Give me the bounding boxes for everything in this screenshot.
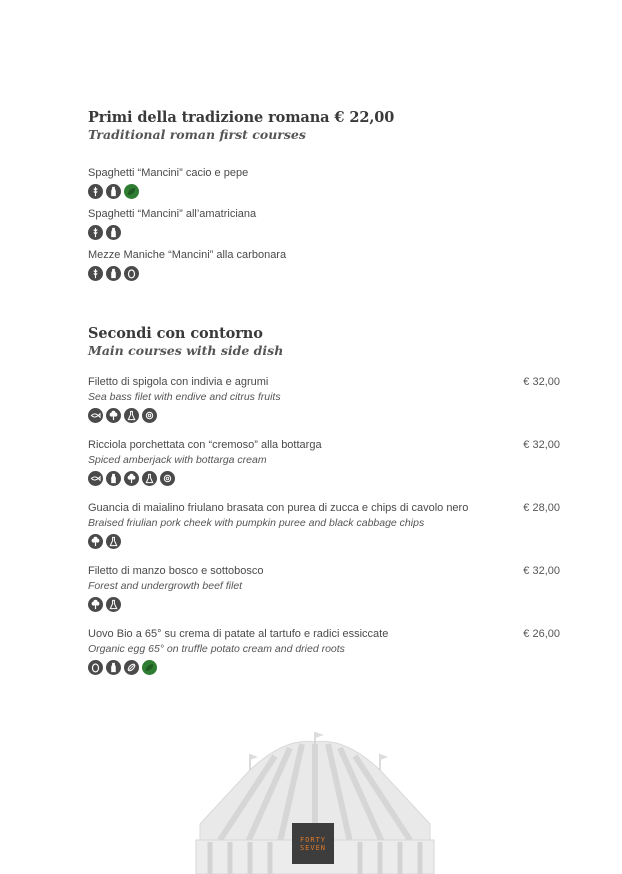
allergen-icons [88, 184, 560, 199]
dish-name: Uovo Bio a 65° su crema di patate al tartufo e radici essiccate [88, 628, 389, 640]
section-subtitle-primi: Traditional roman first courses [88, 127, 306, 142]
dish-description: Spiced amberjack with bottarga cream [88, 454, 267, 466]
sulphites-icon [142, 471, 157, 486]
dish-name: Spaghetti “Mancini” all’amatriciana [88, 208, 257, 220]
egg-icon [88, 660, 103, 675]
section-title-secondi: Secondi con contorno [88, 325, 263, 342]
dish-item [88, 166, 560, 199]
egg-icon [124, 266, 139, 281]
dish-description: Forest and undergrowth beef filet [88, 580, 243, 592]
dish-price: € 26,00 [523, 628, 560, 640]
celery-icon [124, 471, 139, 486]
dish-price: € 32,00 [523, 565, 560, 577]
allergen-icons [88, 225, 560, 240]
dish-name: Mezze Maniche “Mancini” alla carbonara [88, 249, 287, 261]
celery-icon [88, 534, 103, 549]
sulphites-icon [106, 534, 121, 549]
vegetarian-icon [124, 184, 139, 199]
allergen-icons [88, 597, 560, 612]
allergen-icons [88, 471, 560, 486]
dish-item [88, 438, 560, 486]
dish-item [88, 207, 560, 240]
allergen-icons [88, 534, 560, 549]
dish-price: € 28,00 [523, 502, 560, 514]
dish-description: Organic egg 65° on truffle potato cream and dried roots [88, 643, 345, 655]
dish-item [88, 501, 560, 549]
dish-name: Spaghetti “Mancini” cacio e pepe [88, 167, 249, 179]
dish-item [88, 564, 560, 612]
dish-item [88, 627, 560, 675]
mollusc-icon [142, 408, 157, 423]
dairy-icon [106, 471, 121, 486]
dairy-icon [106, 225, 121, 240]
dish-price: € 32,00 [523, 439, 560, 451]
vegetarian-icon [142, 660, 157, 675]
mollusc-icon [160, 471, 175, 486]
section-subtitle-secondi: Main courses with side dish [88, 343, 284, 358]
gluten-icon [88, 184, 103, 199]
sulphites-icon [106, 597, 121, 612]
dairy-icon [106, 660, 121, 675]
gluten-icon [88, 266, 103, 281]
sulphites-icon [124, 408, 139, 423]
dish-description: Sea bass filet with endive and citrus fruits [88, 391, 281, 403]
fish-icon [88, 408, 103, 423]
dish-name: Guancia di maialino friulano brasata con purea di zucca e chips di cavolo nero [88, 502, 469, 514]
dairy-icon [106, 266, 121, 281]
logo-line-1: FORTY [299, 835, 327, 844]
dish-price: € 32,00 [523, 376, 560, 388]
celery-icon [88, 597, 103, 612]
allergen-icons [88, 408, 560, 423]
dish-description: Braised friulian pork cheek with pumpkin puree and black cabbage chips [88, 517, 425, 529]
fish-icon [88, 471, 103, 486]
nuts-icon [124, 660, 139, 675]
forty-seven-logo [292, 823, 334, 864]
logo-line-2: SEVEN [299, 843, 327, 852]
dish-item [88, 375, 560, 423]
section-title-primi: Primi della tradizione romana € 22,00 [88, 109, 395, 126]
dish-name: Ricciola porchettata con “cremoso” alla bottarga [88, 439, 322, 451]
dairy-icon [106, 184, 121, 199]
dish-item [88, 248, 560, 281]
dish-name: Filetto di manzo bosco e sottobosco [88, 565, 264, 577]
celery-icon [106, 408, 121, 423]
allergen-icons [88, 660, 560, 675]
allergen-icons [88, 266, 560, 281]
dish-name: Filetto di spigola con indivia e agrumi [88, 376, 269, 388]
gluten-icon [88, 225, 103, 240]
